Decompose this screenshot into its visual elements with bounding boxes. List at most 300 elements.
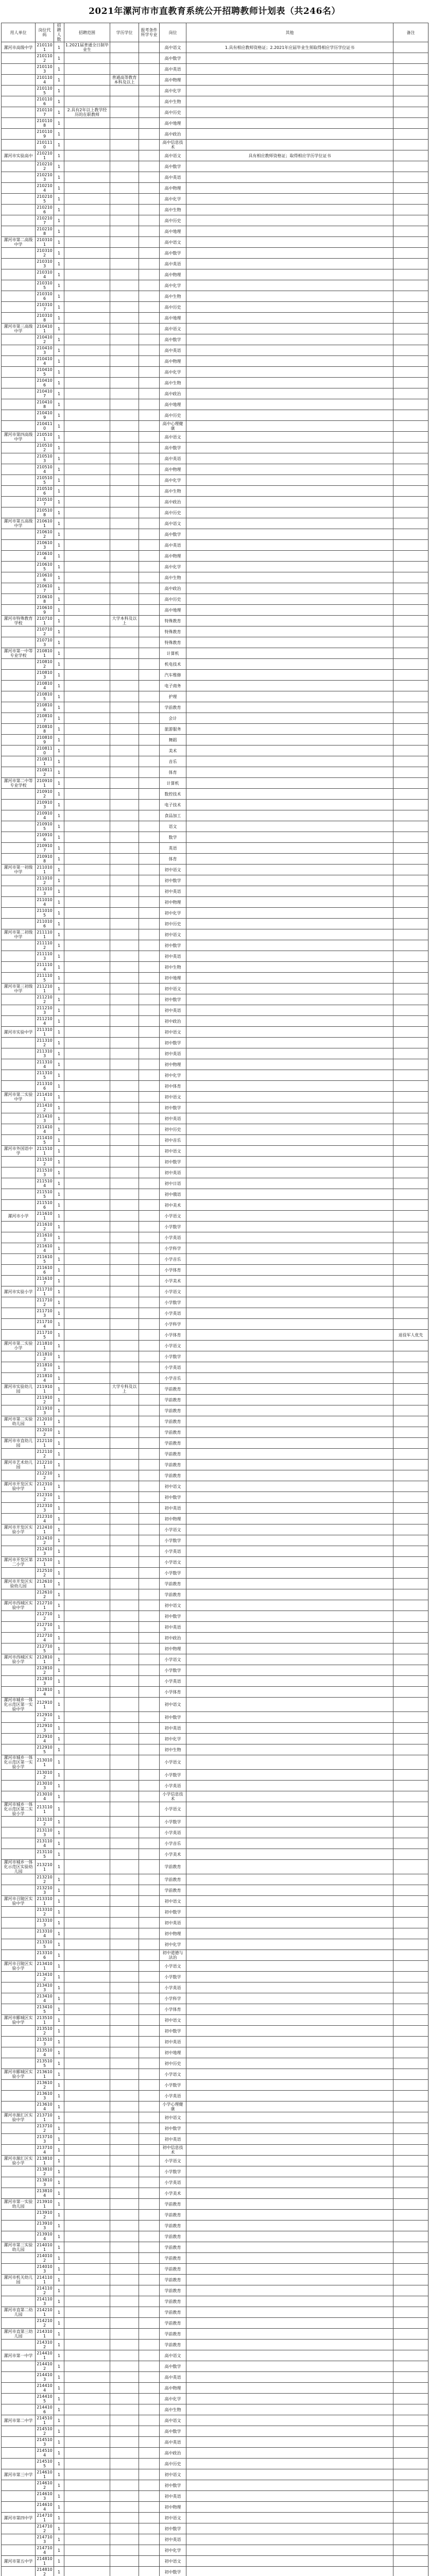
table-row [2,324,428,334]
cell-other [186,821,393,832]
cell-other [186,1265,393,1276]
cell-employer [2,2534,36,2545]
cell-position-code: 2135105 [36,2058,54,2069]
cell-employer [2,1005,36,1016]
cell-position-code: 2118101 [36,1341,54,1351]
cell-position-code: 2103104 [36,269,54,280]
table-row [2,410,428,421]
cell-headcount: 1 [54,1817,64,1827]
cell-recruit-scope [64,507,110,518]
table-row [2,713,428,724]
cell-recruit-scope [64,1849,110,1860]
cell-headcount: 1 [54,962,64,973]
cell-recruit-scope [64,443,110,453]
cell-position-code: 2144103 [36,2372,54,2383]
cell-recruit-scope [64,1781,110,1791]
cell-post: 初中历史 [160,1124,186,1135]
cell-post: 高中英语 [160,64,186,75]
cell-headcount: 1 [54,1622,64,1633]
table-row [2,194,428,205]
cell-recruit-scope [64,64,110,75]
cell-post: 高中历史 [160,410,186,421]
table-row [2,1665,428,1676]
cell-other [186,1200,393,1211]
cell-recruit-scope [64,2480,110,2491]
cell-other [186,1781,393,1791]
cell-recruit-scope [64,194,110,205]
cell-employer [2,161,36,172]
cell-recruit-scope [64,345,110,356]
cell-employer [2,53,36,64]
cell-remarks [393,670,428,681]
cell-position-code: 2102104 [36,183,54,194]
cell-position-code: 2108112 [36,767,54,778]
cell-major [139,984,160,994]
cell-headcount: 1 [54,1546,64,1557]
cell-post: 小学体育 [160,1330,186,1341]
cell-headcount: 1 [54,2047,64,2058]
cell-position-code: 2119103 [36,1405,54,1416]
cell-position-code: 2101104 [36,75,54,86]
cell-major [139,1157,160,1167]
cell-remarks [393,2329,428,2340]
cell-headcount: 1 [54,1744,64,1755]
cell-employer [2,1470,36,1481]
cell-remarks [393,118,428,129]
table-body [2,42,428,2576]
cell-position-code: 2108108 [36,724,54,735]
table-row [2,2361,428,2372]
cell-position-code: 2111102 [36,940,54,951]
cell-employer [2,1265,36,1276]
cell-employer: 漯河市直第二幼儿园 [2,2307,36,2318]
cell-other [186,1178,393,1189]
cell-recruit-scope [64,1734,110,1744]
cell-post: 初中数学 [160,2480,186,2491]
cell-headcount: 1 [54,1146,64,1157]
cell-recruit-scope [64,1146,110,1157]
cell-other [186,1405,393,1416]
cell-major [139,562,160,572]
cell-remarks [393,2004,428,2015]
cell-remarks [393,291,428,302]
table-row [2,2112,428,2123]
cell-employer [2,832,36,843]
cell-education [110,1939,139,1950]
cell-major [139,1254,160,1265]
cell-remarks [393,756,428,767]
cell-education [110,745,139,756]
cell-employer [2,1038,36,1048]
cell-position-code: 2130104 [36,1791,54,1802]
cell-major [139,724,160,735]
cell-position-code: 2103105 [36,280,54,291]
cell-position-code: 2110104 [36,897,54,908]
cell-position-code: 2132102 [36,1874,54,1885]
cell-post: 初中生物 [160,962,186,973]
cell-major [139,2318,160,2329]
cell-education [110,1589,139,1600]
cell-education [110,637,139,648]
cell-other [186,194,393,205]
cell-other [186,1535,393,1546]
cell-recruit-scope [64,1005,110,1016]
cell-employer [2,843,36,854]
cell-headcount: 1 [54,648,64,659]
cell-remarks [393,1070,428,1081]
cell-post: 初中物理 [160,897,186,908]
cell-education [110,86,139,96]
table-row [2,53,428,64]
cell-post: 小学语文 [160,1961,186,1972]
cell-education [110,1928,139,1939]
cell-major [139,659,160,670]
cell-post: 美术 [160,745,186,756]
cell-employer [2,1103,36,1113]
cell-major [139,2145,160,2156]
cell-position-code: 2109104 [36,810,54,821]
table-row [2,313,428,324]
cell-recruit-scope [64,562,110,572]
cell-headcount: 1 [54,832,64,843]
table-row [2,2318,428,2329]
cell-position-code: 2132103 [36,1885,54,1896]
cell-employer: 漯河市机关幼儿园 [2,2275,36,2285]
cell-employer [2,1319,36,1330]
cell-education [110,1416,139,1427]
cell-major [139,821,160,832]
cell-other [186,1070,393,1081]
cell-major [139,2556,160,2567]
cell-post: 高中英语 [160,2372,186,2383]
cell-other [186,140,393,150]
cell-headcount: 1 [54,237,64,248]
cell-education [110,2253,139,2264]
table-row [2,1896,428,1907]
cell-employer: 漯河市第二实验中学 [2,1092,36,1103]
cell-employer [2,973,36,984]
cell-post: 小学数学 [160,1665,186,1676]
cell-remarks [393,399,428,410]
cell-headcount: 1 [54,1503,64,1514]
cell-remarks [393,1993,428,2004]
cell-education [110,1265,139,1276]
cell-remarks [393,507,428,518]
cell-remarks [393,2567,428,2576]
cell-major [139,1341,160,1351]
cell-major [139,1416,160,1427]
table-row [2,2459,428,2469]
cell-recruit-scope [64,1622,110,1633]
cell-employer [2,2491,36,2502]
table-row [2,2307,428,2318]
table-row [2,551,428,562]
table-row [2,2102,428,2112]
cell-remarks [393,2361,428,2372]
cell-remarks [393,1665,428,1676]
cell-major [139,2123,160,2134]
cell-remarks [393,659,428,670]
cell-headcount: 1 [54,1874,64,1885]
cell-recruit-scope [64,1874,110,1885]
cell-remarks [393,248,428,259]
cell-education [110,973,139,984]
cell-position-code: 2103102 [36,248,54,259]
cell-remarks [393,345,428,356]
cell-remarks [393,2015,428,2026]
cell-employer [2,2102,36,2112]
table-row [2,2123,428,2134]
cell-employer [2,951,36,962]
cell-other [186,2221,393,2231]
cell-position-code: 2104110 [36,421,54,432]
cell-employer [2,2047,36,2058]
cell-recruit-scope [64,1167,110,1178]
cell-headcount: 1 [54,2199,64,2210]
table-row [2,1341,428,1351]
cell-headcount: 1 [54,2523,64,2534]
table-row [2,691,428,702]
table-row [2,2502,428,2513]
cell-remarks [393,1373,428,1384]
cell-education [110,2166,139,2177]
cell-remarks [393,1113,428,1124]
cell-post: 高中物理 [160,551,186,562]
cell-post: 护理 [160,691,186,702]
cell-education [110,572,139,583]
recruitment-plan-table [1,23,428,2576]
cell-major [139,2210,160,2221]
cell-employer [2,1276,36,1286]
cell-major [139,1874,160,1885]
cell-post: 计算机 [160,648,186,659]
cell-recruit-scope [64,951,110,962]
cell-position-code: 2129104 [36,1734,54,1744]
cell-education [110,1167,139,1178]
table-row [2,1481,428,1492]
cell-post: 初中英语 [160,951,186,962]
cell-position-code: 2102103 [36,172,54,183]
cell-remarks [393,1611,428,1622]
table-row [2,1503,428,1514]
cell-position-code: 2115102 [36,1157,54,1167]
cell-employer: 漯河市开发区实验幼儿园 [2,1579,36,1589]
cell-other [186,2145,393,2156]
cell-remarks [393,2307,428,2318]
cell-remarks [393,648,428,659]
cell-recruit-scope [64,1449,110,1460]
table-row [2,1838,428,1849]
cell-headcount: 1 [54,1405,64,1416]
cell-headcount: 1 [54,486,64,497]
cell-other: 1.具有相应教师资格证；2.2021年应届毕业生须取得相应学历学位证书 [186,42,393,53]
cell-other [186,1470,393,1481]
table-row [2,2448,428,2459]
cell-employer: 漯河市第二中学 [2,2415,36,2426]
cell-education [110,886,139,897]
cell-major [139,648,160,659]
cell-position-code: 2103106 [36,291,54,302]
cell-recruit-scope: 2.具有2年以上教学经历的在职教师 [64,107,110,118]
cell-employer [2,226,36,237]
cell-remarks [393,1849,428,1860]
cell-education [110,1373,139,1384]
cell-post: 高中语文 [160,2415,186,2426]
cell-education [110,1189,139,1200]
cell-headcount: 1 [54,2491,64,2502]
cell-position-code: 2104101 [36,324,54,334]
cell-headcount: 1 [54,1557,64,1568]
cell-employer [2,670,36,681]
cell-other [186,1048,393,1059]
cell-post: 旅游服务 [160,724,186,735]
table-row [2,2231,428,2242]
cell-remarks [393,897,428,908]
table-row [2,2058,428,2069]
cell-headcount: 1 [54,302,64,313]
cell-recruit-scope [64,832,110,843]
table-row [2,1698,428,1712]
cell-major [139,64,160,75]
cell-education [110,1222,139,1232]
cell-employer [2,2210,36,2221]
cell-other [186,919,393,929]
cell-recruit-scope [64,486,110,497]
cell-headcount: 1 [54,1849,64,1860]
table-row [2,648,428,659]
cell-employer [2,2502,36,2513]
cell-position-code: 2115101 [36,1146,54,1157]
cell-other [186,2491,393,2502]
cell-employer [2,2145,36,2156]
cell-recruit-scope [64,388,110,399]
cell-recruit-scope [64,659,110,670]
cell-post: 高中生物 [160,378,186,388]
cell-recruit-scope [64,2394,110,2404]
table-row [2,2285,428,2296]
cell-other [186,1907,393,1918]
cell-education [110,421,139,432]
cell-education [110,1770,139,1781]
cell-position-code: 2137104 [36,2145,54,2156]
cell-position-code: 2140103 [36,2264,54,2275]
cell-post: 学前教育 [160,2264,186,2275]
cell-education [110,1712,139,1723]
cell-recruit-scope [64,962,110,973]
cell-position-code: 2104103 [36,345,54,356]
cell-post: 初中语文 [160,2469,186,2480]
cell-post: 学前教育 [160,2210,186,2221]
cell-remarks [393,562,428,572]
cell-recruit-scope [64,2459,110,2469]
cell-recruit-scope [64,2134,110,2145]
cell-post: 高中数学 [160,443,186,453]
cell-position-code: 2108103 [36,670,54,681]
cell-headcount: 1 [54,583,64,594]
cell-recruit-scope [64,2448,110,2459]
table-row [2,259,428,269]
cell-remarks [393,1016,428,1027]
table-row [2,973,428,984]
cell-remarks [393,2102,428,2112]
cell-other [186,226,393,237]
cell-other [186,1849,393,1860]
cell-employer [2,1972,36,1982]
cell-remarks [393,2069,428,2080]
table-row [2,1874,428,1885]
cell-recruit-scope [64,1589,110,1600]
cell-remarks [393,2480,428,2491]
cell-employer: 漯河市城乡一体化示范区第一实验中学 [2,1698,36,1712]
cell-position-code: 2101109 [36,129,54,140]
cell-position-code: 2105107 [36,497,54,507]
cell-position-code: 2102101 [36,150,54,161]
cell-remarks [393,572,428,583]
cell-other [186,994,393,1005]
cell-post: 学前教育 [160,1427,186,1438]
cell-other [186,540,393,551]
table-row [2,2556,428,2567]
cell-post: 学前教育 [160,1470,186,1481]
cell-remarks [393,540,428,551]
cell-major [139,1907,160,1918]
cell-remarks [393,2404,428,2415]
cell-other [186,886,393,897]
cell-post: 初中物理 [160,1928,186,1939]
cell-other [186,1622,393,1633]
cell-position-code: 2109108 [36,854,54,865]
cell-education [110,1781,139,1791]
cell-other [186,1557,393,1568]
cell-employer [2,594,36,605]
cell-headcount: 1 [54,2102,64,2112]
cell-position-code: 2114101 [36,1092,54,1103]
cell-recruit-scope [64,2210,110,2221]
cell-employer [2,1373,36,1384]
header-major: 报考条件 所学专业 [139,23,160,42]
cell-major [139,2047,160,2058]
cell-employer [2,75,36,86]
table-row [2,908,428,919]
cell-other [186,2415,393,2426]
cell-employer: 漯河市第四高级中学 [2,432,36,443]
table-row [2,1568,428,1579]
cell-major [139,886,160,897]
cell-position-code: 2114103 [36,1113,54,1124]
table-row [2,140,428,150]
cell-other [186,2340,393,2350]
cell-employer [2,702,36,713]
cell-post: 机电技术 [160,659,186,670]
cell-remarks [393,1059,428,1070]
cell-other [186,2166,393,2177]
cell-position-code: 2133103 [36,1918,54,1928]
cell-major [139,2004,160,2015]
cell-education [110,1308,139,1319]
cell-post: 小学音乐 [160,1373,186,1384]
cell-recruit-scope [64,1460,110,1470]
cell-recruit-scope [64,2513,110,2523]
cell-post: 特殊教育 [160,626,186,637]
table-row [2,616,428,626]
table-row [2,453,428,464]
cell-position-code: 2109103 [36,800,54,810]
cell-other [186,2188,393,2199]
cell-recruit-scope [64,1950,110,1961]
cell-position-code: 2147101 [36,2513,54,2523]
cell-recruit-scope [64,464,110,475]
table-row [2,1027,428,1038]
